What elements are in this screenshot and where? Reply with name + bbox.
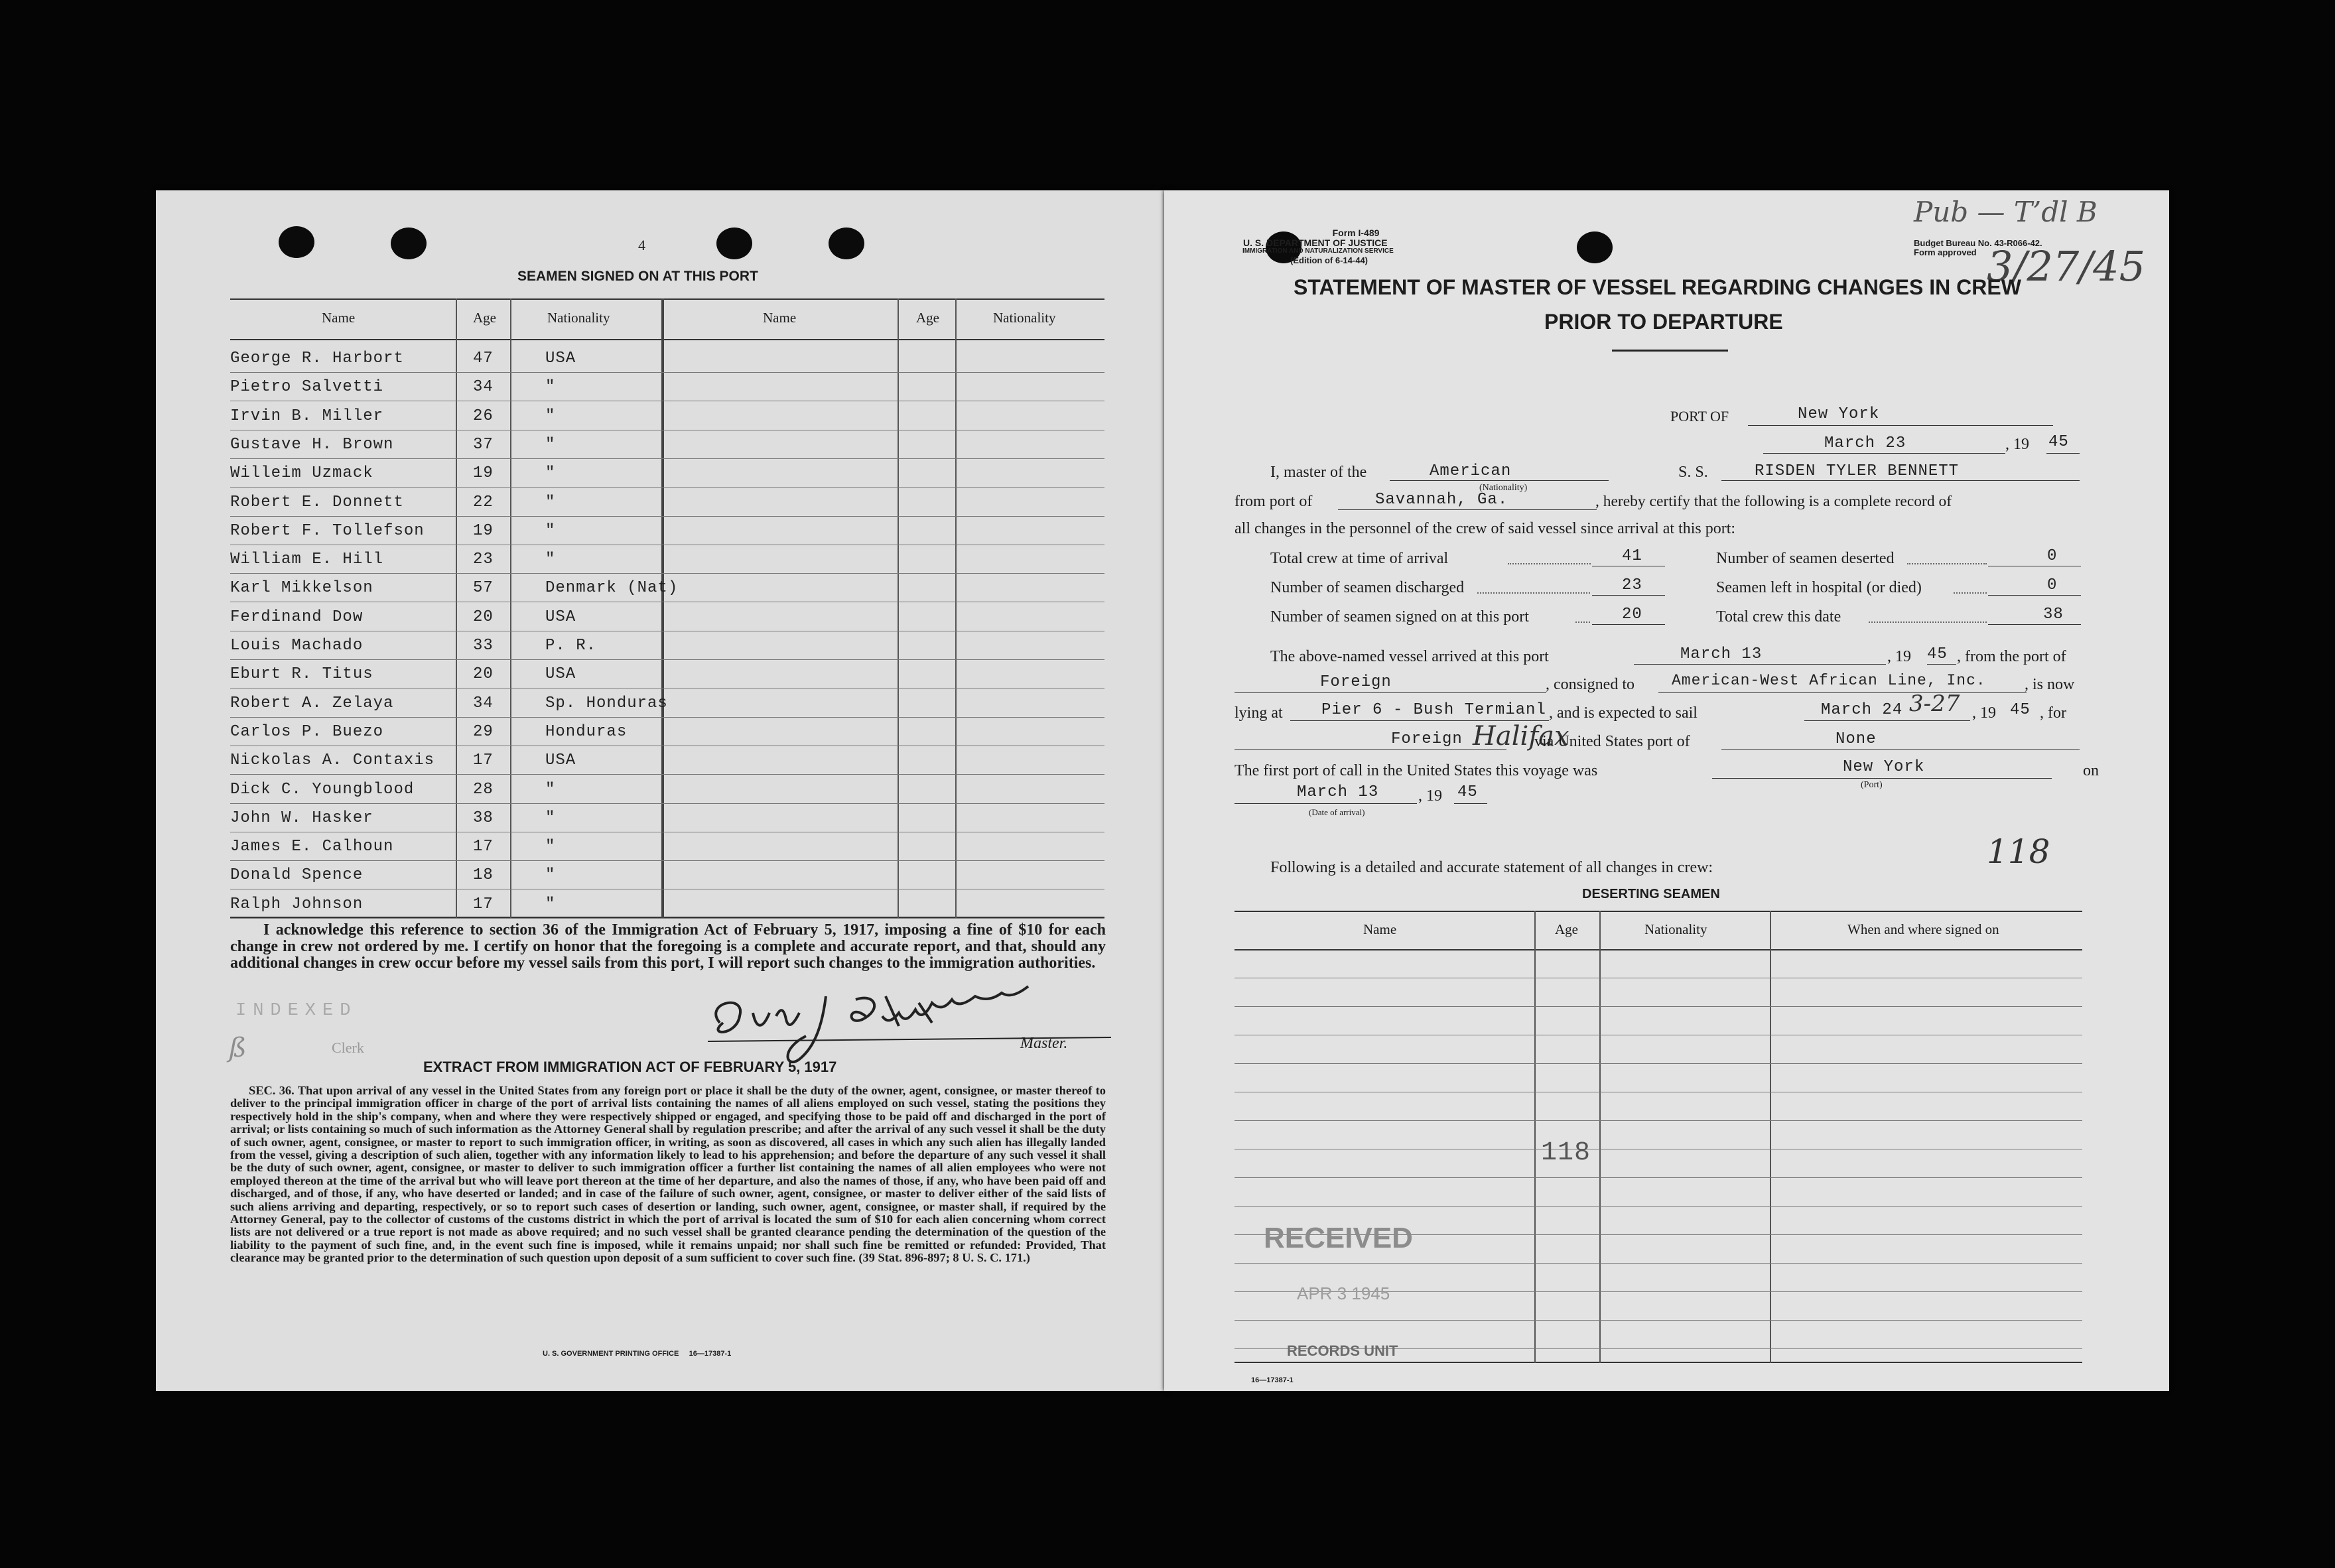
row-rule	[230, 803, 1104, 804]
table-title: SEAMEN SIGNED ON AT THIS PORT	[517, 269, 758, 284]
seaman-nationality: "	[545, 781, 556, 799]
consigned-label: , consigned to	[1546, 676, 1634, 693]
punch-hole	[1577, 231, 1613, 263]
first-date: March 13	[1297, 783, 1379, 801]
seaman-name: James E. Calhoun	[230, 838, 394, 856]
received-stamp: RECEIVED	[1264, 1222, 1413, 1254]
row-rule	[230, 372, 1104, 373]
handwritten-sail-date: 3-27	[1909, 690, 1960, 717]
typed-118: 118	[1541, 1138, 1591, 1168]
form-title-line1: STATEMENT OF MASTER OF VESSEL REGARDING CHANGES IN CREW	[1294, 275, 2021, 299]
seaman-name: Nickolas A. Contaxis	[230, 751, 435, 769]
nationality-caption: (Nationality)	[1479, 483, 1528, 493]
header-name: Name	[322, 310, 356, 326]
seaman-nationality: "	[545, 895, 556, 913]
seaman-nationality: "	[545, 493, 556, 511]
deserting-row-rule	[1234, 1063, 2082, 1064]
seaman-nationality: "	[545, 551, 556, 568]
stat-hospital-value: 0	[2047, 576, 2058, 594]
header-name-2: Name	[763, 310, 797, 326]
row-rule	[230, 918, 1104, 919]
seaman-nationality: Sp. Honduras	[545, 694, 668, 712]
acknowledgement-text: I acknowledge this reference to section 36 of the Immigration Act of February 5, 1917, imposing a fine of $10 for each change in crew not ordered by me. I certify on honor that the foregoing is a complete and accurate report, and that, should any additional changes in crew occur before my vessel sails from this port, I will report such changes to the immigration authorities.	[230, 921, 1106, 972]
date-month-day: March 23	[1824, 434, 1906, 452]
stat-discharged-label: Number of seamen discharged	[1270, 579, 1465, 596]
seaman-age: 17	[473, 895, 494, 913]
seaman-age: 38	[473, 809, 494, 827]
deserting-header-when-where: When and where signed on	[1847, 921, 1999, 937]
row-rule	[230, 774, 1104, 775]
handwritten-date: 3/27/45	[1987, 242, 2146, 291]
first-year: 45	[1457, 783, 1478, 801]
arrived-label: The above-named vessel arrived at this port	[1270, 648, 1549, 665]
seaman-name: Karl Mikkelson	[230, 579, 373, 597]
seaman-name: Pietro Salvetti	[230, 378, 384, 396]
date-arrival-caption: (Date of arrival)	[1309, 807, 1365, 817]
row-rule	[230, 458, 1104, 459]
seaman-age: 29	[473, 723, 494, 741]
seaman-name: Eburt R. Titus	[230, 665, 373, 683]
extract-text: SEC. 36. That upon arrival of any vessel in the United States from any foreign port or place it shall be the duty of the owner, agent, consignee, or master thereof to deliver to the principal immigration officer in charge of the port of arrival lists containing the names of all aliens employed on such vessel, stating the positions they respectively hold in the ship's company, when and where they were respectively shipped or engaged, and specifying those to be paid off and discharged in the port of arrival; or lists containing so much of such information as the Attorney General shall by regulation prescribe; and after the arrival of any such vessel it shall be the duty of such owner, agent, consignee, or master to report to such immigration officer, in writing, as soon as discovered, all cases in which any such alien has illegally landed from the vessel, giving a description of such alien, together with any information likely to lead to his apprehension; and before the departure of any such vessel it shall be the duty of such owner, agent, consignee, or master to deliver to such immigration officer a further list containing the names of all alien employees who were not employed thereon at the time of the arrival but who will leave port thereon at the time of her departure, and also the names of those, if any, who have been paid off and discharged, and of those, if any, who have deserted or landed; and in case of the failure of such owner, agent, consignee, or master to deliver either of the said lists of such aliens arriving and departing, respectively, or so to report such cases of desertion or landing, such owner, agent, consignee, or master shall, if required by the Attorney General, pay to the collector of customs of the customs district in which the port of arrival is located the sum of $10 for each alien concerning whom correct lists are not delivered or a true report is not made as above required; and no such vessel shall be granted clearance pending the determination of the question of the liability to the payment of such fine, and, in the event such fine is imposed, while it remains unpaid; nor shall such fine be remitted or refunded: Provided, That clearance may be granted prior to the determination of such question upon deposit of a sum sufficient to cover such fine. (39 Stat. 896-897; 8 U. S. C. 171.)	[230, 1084, 1106, 1265]
from-port-label: from port of	[1234, 493, 1313, 510]
seaman-nationality: "	[545, 809, 556, 827]
seaman-nationality: "	[545, 866, 556, 884]
punch-hole	[279, 226, 314, 258]
stat-total-arrival-value: 41	[1622, 547, 1642, 565]
seaman-name: Irvin B. Miller	[230, 407, 384, 425]
nationality-value: American	[1430, 462, 1512, 480]
header-age: Age	[473, 310, 496, 326]
stat-discharged-value: 23	[1622, 576, 1642, 594]
budget-bureau: Budget Bureau No. 43-R066-42.	[1914, 238, 2042, 248]
deserting-row-rule	[1234, 1120, 2082, 1121]
seaman-nationality: USA	[545, 665, 576, 683]
seaman-age: 28	[473, 781, 494, 799]
punch-hole	[391, 228, 427, 259]
seaman-age: 34	[473, 378, 494, 396]
seaman-age: 20	[473, 665, 494, 683]
seaman-name: Willeim Uzmack	[230, 464, 373, 482]
lying-at-label: lying at	[1234, 704, 1283, 722]
right-page	[1164, 190, 2169, 1391]
indexed-stamp: INDEXED	[235, 1001, 358, 1021]
page-number: 4	[638, 237, 645, 253]
seaman-age: 57	[473, 579, 494, 597]
printing-office-note: U. S. GOVERNMENT PRINTING OFFICE 16—17387-1	[543, 1350, 732, 1358]
seaman-age: 34	[473, 694, 494, 712]
seaman-nationality: USA	[545, 751, 576, 769]
arrived-from: Foreign	[1320, 673, 1392, 691]
punch-hole	[829, 228, 864, 259]
seaman-age: 17	[473, 838, 494, 856]
seaman-name: Gustave H. Brown	[230, 436, 394, 454]
row-rule	[230, 717, 1104, 718]
seaman-age: 33	[473, 637, 494, 655]
stat-deserted-value: 0	[2047, 547, 2058, 565]
seaman-name: John W. Hasker	[230, 809, 373, 827]
deserting-title: DESERTING SEAMEN	[1582, 887, 1720, 901]
arrived-year: 45	[1927, 645, 1948, 663]
vessel-name: RISDEN TYLER BENNETT	[1755, 462, 1960, 480]
via-label: via United States port of	[1534, 733, 1690, 750]
port-of-label: PORT OF	[1670, 408, 1729, 425]
seaman-age: 26	[473, 407, 494, 425]
seaman-age: 37	[473, 436, 494, 454]
deserting-row-rule	[1234, 1263, 2082, 1264]
for-value: Foreign	[1391, 730, 1463, 748]
clerk-label: Clerk	[332, 1039, 364, 1056]
row-rule	[230, 573, 1104, 574]
seaman-nationality: "	[545, 407, 556, 425]
date-year-prefix: , 19	[2005, 436, 2029, 453]
received-stamp-date: APR 3 1945	[1297, 1283, 1390, 1303]
port-of-value: New York	[1798, 405, 1880, 423]
row-rule	[230, 860, 1104, 861]
sail-year: 45	[2010, 701, 2031, 719]
records-unit-stamp: RECORDS UNIT	[1287, 1342, 1398, 1359]
from-port-value: Savannah, Ga.	[1375, 491, 1508, 509]
title-rule	[1612, 350, 1728, 352]
seaman-nationality: Honduras	[545, 723, 628, 741]
consignee: American-West African Line, Inc.	[1672, 672, 1986, 689]
stat-signed-on-label: Number of seamen signed on at this port	[1270, 608, 1529, 625]
seaman-name: Louis Machado	[230, 637, 364, 655]
seaman-nationality: USA	[545, 350, 576, 367]
seaman-nationality: "	[545, 522, 556, 540]
arrived-date: March 13	[1680, 645, 1763, 663]
certify-text: , hereby certify that the following is a complete record of	[1595, 493, 1952, 510]
seaman-nationality: "	[545, 378, 556, 396]
stat-total-date-label: Total crew this date	[1716, 608, 1841, 625]
handwritten-118: 118	[1987, 832, 2050, 871]
seaman-name: Dick C. Youngblood	[230, 781, 415, 799]
seaman-age: 22	[473, 493, 494, 511]
seaman-nationality: Denmark (Nat)	[545, 579, 679, 597]
seaman-nationality: P. R.	[545, 637, 597, 655]
seaman-nationality: "	[545, 838, 556, 856]
deserting-row-rule	[1234, 1006, 2082, 1007]
form-approved: Form approved	[1914, 247, 1977, 257]
date-year: 45	[2048, 433, 2069, 451]
stat-deserted-label: Number of seamen deserted	[1716, 550, 1895, 567]
seaman-age: 18	[473, 866, 494, 884]
seaman-name: George R. Harbort	[230, 350, 404, 367]
row-rule	[230, 487, 1104, 488]
seaman-age: 20	[473, 608, 494, 626]
service: IMMIGRATION AND NATURALIZATION SERVICE	[1242, 247, 1394, 255]
row-rule	[230, 516, 1104, 517]
deserting-row-rule	[1234, 1206, 2082, 1207]
sail-year-prefix: , 19	[1972, 704, 1996, 722]
seaman-age: 17	[473, 751, 494, 769]
seaman-name: Ferdinand Dow	[230, 608, 364, 626]
handwritten-annotation: Pub — T’dl B	[1914, 196, 2098, 228]
department: U. S. DEPARTMENT OF JUSTICE	[1243, 237, 1388, 248]
stat-hospital-label: Seamen left in hospital (or died)	[1716, 579, 1922, 596]
seaman-name: Carlos P. Buezo	[230, 723, 384, 741]
seaman-nationality: USA	[545, 608, 576, 626]
handwritten-via-port: Halifax	[1473, 721, 1569, 751]
form-number: Form I-489	[1332, 228, 1380, 238]
ss-label: S. S.	[1678, 464, 1708, 481]
stat-total-arrival-label: Total crew at time of arrival	[1270, 550, 1449, 567]
deserting-header-name: Name	[1363, 921, 1397, 937]
stat-total-date-value: 38	[2043, 606, 2064, 623]
seaman-name: William E. Hill	[230, 551, 384, 568]
for-label: , for	[2040, 704, 2066, 722]
first-port: New York	[1843, 758, 1925, 776]
lying-at: Pier 6 - Bush Termianl	[1321, 701, 1546, 719]
seaman-nationality: "	[545, 436, 556, 454]
seaman-nationality: "	[545, 464, 556, 482]
seaman-age: 47	[473, 350, 494, 367]
stat-signed-on-value: 20	[1622, 606, 1642, 623]
expected-label: , and is expected to sail	[1549, 704, 1698, 722]
seaman-age: 19	[473, 464, 494, 482]
deserting-header-age: Age	[1555, 921, 1578, 937]
header-nationality-2: Nationality	[993, 310, 1056, 326]
from-port-of-label: , from the port of	[1957, 648, 2066, 665]
master-of-the-label: I, master of the	[1270, 464, 1367, 481]
sail-date: March 24	[1821, 701, 1903, 719]
certify-line2: all changes in the personnel of the crew of said vessel since arrival at this port:	[1234, 520, 1736, 537]
arrived-year-prefix: , 19	[1887, 648, 1911, 665]
master-label: Master.	[1020, 1035, 1068, 1052]
seaman-age: 23	[473, 551, 494, 568]
first-year-prefix: , 19	[1418, 787, 1442, 805]
via-port: None	[1835, 730, 1877, 748]
header-nationality: Nationality	[547, 310, 610, 326]
seaman-name: Robert F. Tollefson	[230, 522, 425, 540]
footer-code: 16—17387-1	[1251, 1376, 1294, 1384]
seaman-age: 19	[473, 522, 494, 540]
extract-title: EXTRACT FROM IMMIGRATION ACT OF FEBRUARY 5, 1917	[423, 1059, 837, 1075]
header-age-2: Age	[916, 310, 939, 326]
deserting-header-nationality: Nationality	[1644, 921, 1707, 937]
row-rule	[230, 659, 1104, 660]
deserting-row-rule	[1234, 1320, 2082, 1321]
is-now-label: , is now	[2025, 676, 2075, 693]
on-label: on	[2083, 762, 2099, 779]
first-port-label: The first port of call in the United States this voyage was	[1234, 762, 1598, 779]
punch-hole	[716, 228, 752, 259]
following-text: Following is a detailed and accurate statement of all changes in crew:	[1270, 859, 1713, 876]
edition: (Edition of 6-14-44)	[1290, 255, 1368, 265]
seaman-name: Robert A. Zelaya	[230, 694, 394, 712]
deserting-row-rule	[1234, 1177, 2082, 1178]
seaman-name: Ralph Johnson	[230, 895, 364, 913]
seaman-name: Robert E. Donnett	[230, 493, 404, 511]
port-caption: (Port)	[1861, 780, 1883, 790]
left-page	[156, 190, 1171, 1391]
seaman-name: Donald Spence	[230, 866, 364, 884]
clerk-initials: ß	[229, 1033, 247, 1063]
form-title-line2: PRIOR TO DEPARTURE	[1544, 310, 1783, 334]
